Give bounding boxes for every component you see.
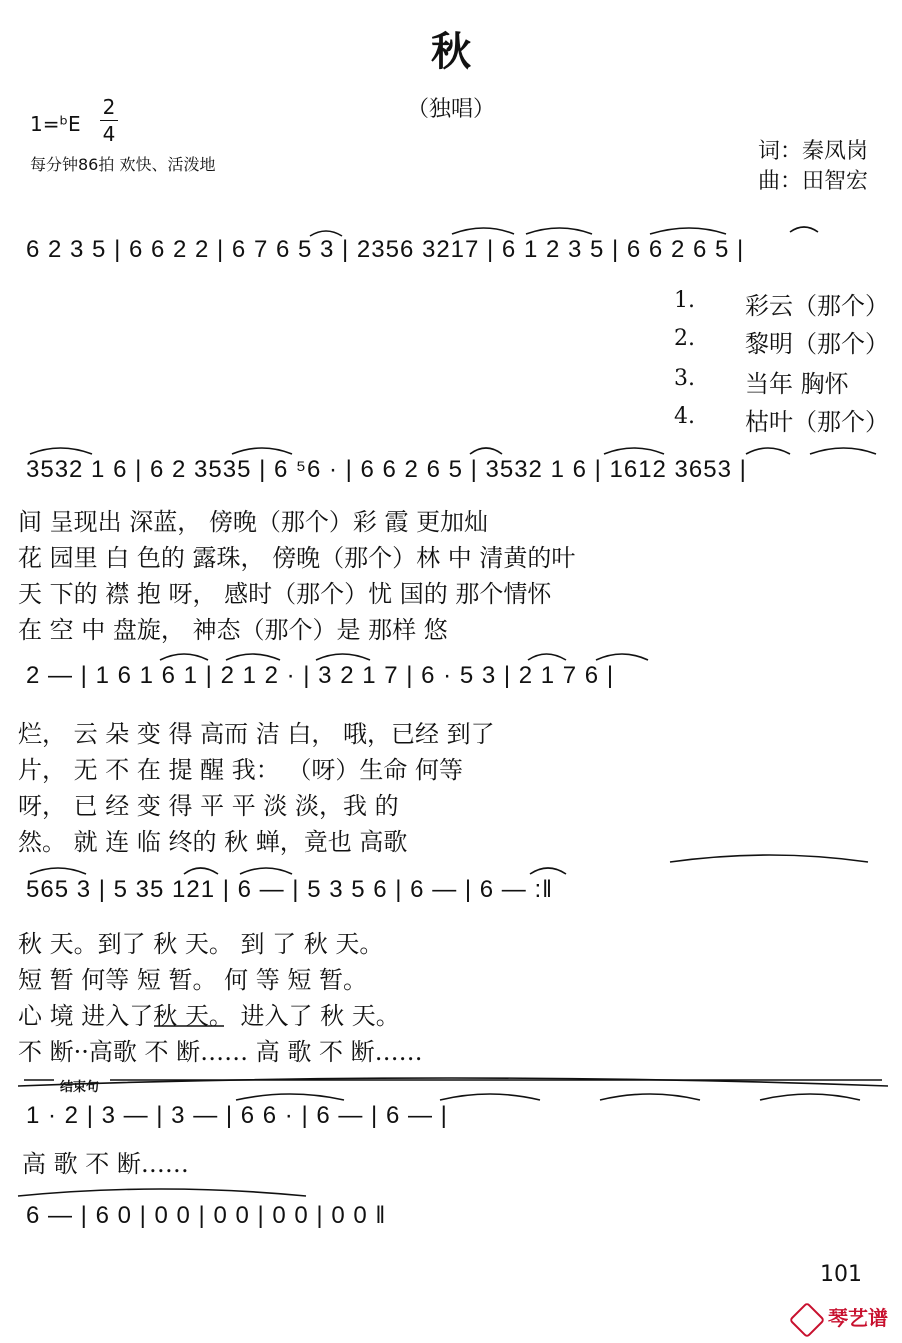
system-3-lyric-1: 秋 天。到了 秋 天。 到 了 秋 天。 — [18, 930, 384, 958]
verse-start-2: 黎明（那个） — [745, 330, 889, 358]
slur-s1-4 — [604, 448, 664, 454]
system-3-lyric-2: 短 暂 何等 短 暂。 何 等 短 暂。 — [18, 966, 368, 994]
slur-s1-3 — [470, 448, 502, 454]
watermark-text: 琴艺谱 — [828, 1306, 888, 1330]
slur-s2-2 — [226, 654, 280, 660]
slur-s4-4 — [600, 1094, 700, 1100]
verse-number-4: 4. — [674, 404, 695, 429]
slur-s3-3 — [240, 868, 292, 874]
system-2-lyric-2: 片， 无 不 在 提 醒 我： （呀）生命 何等 — [18, 756, 464, 784]
slur-s4-5 — [760, 1094, 860, 1100]
slur-s3-2 — [184, 868, 218, 874]
lyricist-credit: 词：秦凤岗 — [758, 139, 869, 164]
system-4-notes: 1 · 2 | 3 — | 3 — | 6 6 · | 6 — | 6 — | — [26, 1102, 448, 1129]
tempo-marking: 每分钟86拍 欢快、活泼地 — [30, 155, 216, 174]
slur-s3-5 — [670, 855, 868, 862]
system-1-notes: 3532 1 6 | 6 2 3535 | 6 ⁵6 · | 6 6 2 6 5 | 3532 1 6 | 1612 3653 | — [26, 456, 747, 483]
system-4-lyric-1: 高 歌 不 断…… — [22, 1150, 189, 1178]
slur-intro-4 — [650, 228, 726, 234]
slur-s5-1 — [18, 1189, 306, 1196]
system-2-lyric-3: 呀， 已 经 变 得 平 平 淡 淡，我 的 — [18, 792, 399, 820]
system-2-lyric-1: 烂， 云 朵 变 得 高而 洁 白， 哦，已经 到了 — [18, 720, 495, 748]
slur-s3-4 — [530, 868, 566, 874]
system-1-lyric-3: 天 下的 襟 抱 呀， 感时（那个）忧 国的 那个情怀 — [18, 580, 552, 608]
system-3-notes: 565 3 | 5 35 121 | 6 — | 5 3 5 6 | 6 — | 6 — :‖ — [26, 876, 554, 903]
verse-number-3: 3. — [674, 366, 695, 391]
intro-notes: 6 2 3 5 | 6 6 2 2 | 6 7 6 5 3 | 2356 3217 | 6 1 2 3 5 | 6 6 2 6 5 | — [26, 236, 745, 263]
system-5-notes: 6 — | 6 0 | 0 0 | 0 0 | 0 0 | 0 0 ‖ — [26, 1202, 387, 1229]
system-3-lyric-4: 不 断··高歌 不 断…… 高 歌 不 断…… — [18, 1038, 423, 1066]
verse-start-3: 当年 胸怀 — [745, 370, 849, 398]
verse-start-4: 枯叶（那个） — [745, 408, 889, 436]
slur-intro-3 — [526, 228, 592, 234]
slur-s2-3 — [316, 654, 370, 660]
system-2-lyric-4: 然。 就 连 临 终的 秋 蝉，竟也 高歌 — [18, 828, 408, 856]
time-sig-top: 2 — [102, 95, 116, 119]
slur-s1-2 — [232, 448, 292, 454]
page-number: 101 — [820, 1262, 862, 1287]
composer-credit: 曲：田智宏 — [758, 169, 869, 194]
verse-number-1: 1. — [674, 288, 695, 313]
slur-s4-2 — [236, 1094, 344, 1100]
system-1-lyric-2: 花 园里 白 色的 露珠， 傍晚（那个）林 中 清黄的叶 — [18, 544, 576, 572]
slur-s1-5 — [746, 448, 790, 454]
ending-label: 结束句 — [60, 1080, 100, 1095]
slur-s1-1 — [30, 448, 92, 454]
verse-number-2: 2. — [674, 326, 695, 351]
system-2-notes: 2 — | 1 6 1 6 1 | 2 1 2 · | 3 2 1 7 | 6 · 5 3 | 2 1 7 6 | — [26, 662, 615, 689]
slur-s2-4 — [528, 654, 566, 660]
slur-s3-1 — [30, 868, 86, 874]
slur-intro-2 — [452, 228, 514, 234]
key-signature: 1=ᵇE — [30, 112, 81, 136]
system-1-lyric-4: 在 空 中 盘旋， 神态（那个）是 那样 悠 — [18, 616, 448, 644]
slur-s2-1 — [160, 654, 208, 660]
slur-intro-1 — [310, 231, 342, 236]
verse-start-1: 彩云（那个） — [745, 292, 889, 320]
system-1-lyric-1: 间 呈现出 深蓝， 傍晚（那个）彩 霞 更加灿 — [18, 508, 489, 536]
system-3-lyric-3: 心 境 进入了秋 天。 进入了 秋 天。 — [18, 1002, 400, 1030]
song-title: 秋 — [431, 28, 471, 75]
slur-s2-5 — [596, 654, 648, 660]
slur-s4-3 — [440, 1094, 540, 1100]
slur-intro-5 — [790, 227, 818, 232]
time-sig-bottom: 4 — [102, 122, 116, 146]
song-subtitle: （独唱） — [406, 97, 495, 122]
slur-s1-6 — [810, 448, 876, 454]
